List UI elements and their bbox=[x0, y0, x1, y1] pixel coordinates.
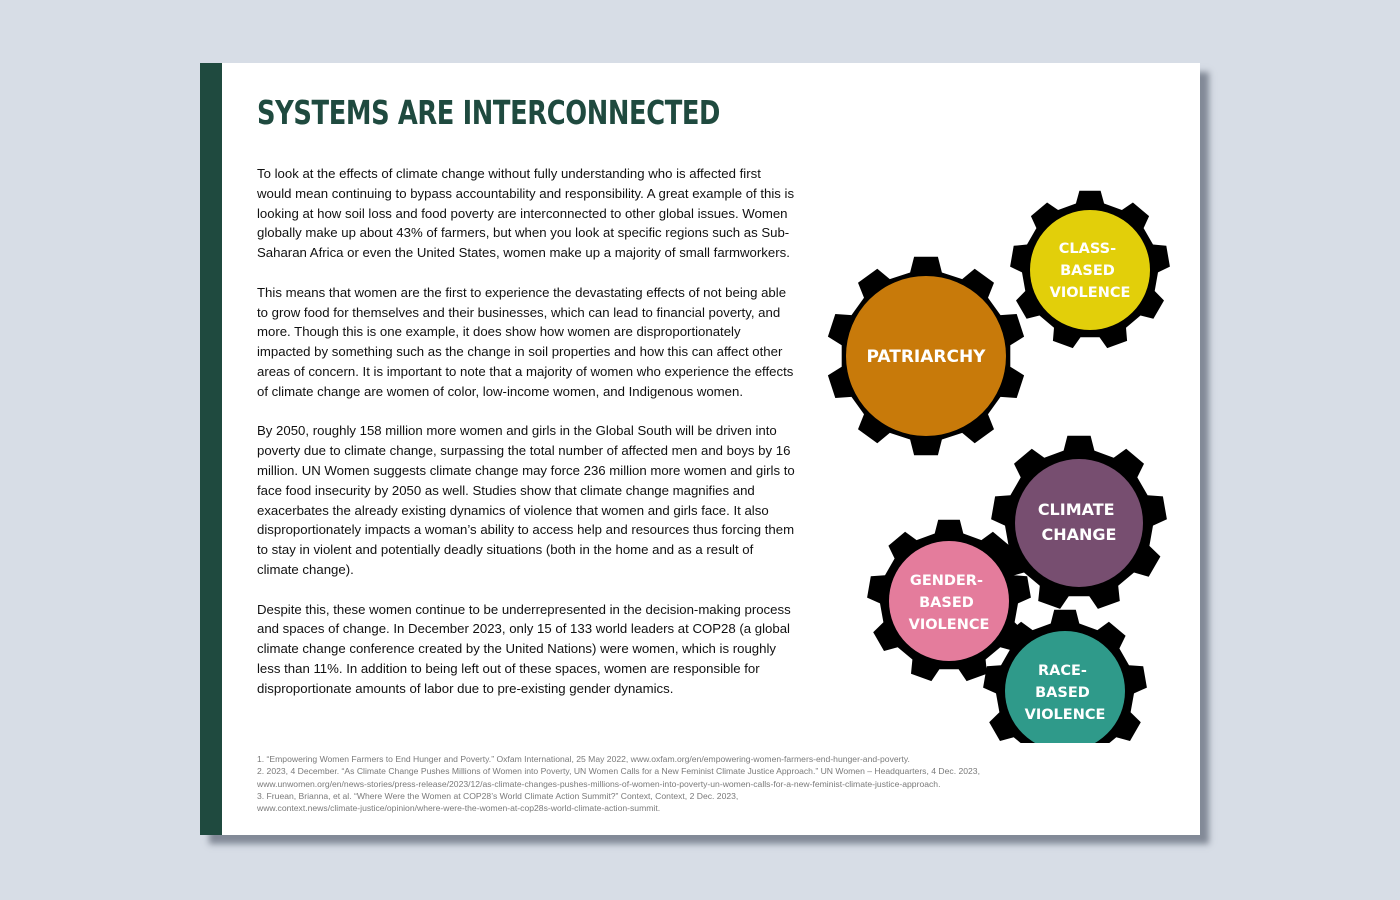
svg-text:GENDER- BASED bbox=[909, 573, 990, 633]
footnote-2-url: www.unwomen.org/en/news-stories/press-release/2023/12/as-climate-changes-pushes-millions-of-women-into-poverty-un-women-calls-for-a-new-feminist-climate-justice-approach. bbox=[257, 778, 941, 789]
gear-patriarchy-label-line-1: PATRIARCHY bbox=[866, 347, 986, 367]
gear-gender-based-violence-label-line-3: VIOLENCE bbox=[908, 617, 990, 633]
gear-class-based-violence-label-line-1: CLASS- bbox=[1058, 241, 1117, 257]
gear-climate-change-label-line-1: CLIMATE bbox=[1037, 500, 1115, 519]
paragraph-1: To look at the effects of climate change without fully understanding who is affected first would mean continuing to bypass accountability and responsibility. A great example of this is looking at how soil loss and food poverty are interconnected to other global issues. Women globally make up about 43% of farmers, but when you look at specific regions such as Sub-Saharan Africa or even the United States, women make up a majority of small farmworkers. bbox=[257, 166, 795, 261]
gear-race-based-violence-label-line-3: VIOLENCE bbox=[1024, 707, 1106, 723]
gear-gender-based-violence-label-line-1: GENDER- bbox=[909, 573, 984, 589]
footnote-1: 1. “Empowering Women Farmers to End Hunger and Poverty.” Oxfam International, 25 May 2022, www.oxfam.org/en/empowering-women-farmers-end-hunger-and-poverty. bbox=[257, 754, 910, 764]
document-page bbox=[200, 63, 1200, 835]
gear-class-based-violence-label-line-3: VIOLENCE bbox=[1049, 285, 1131, 301]
paragraph-3: By 2050, roughly 158 million more women and girls in the Global South will be driven into poverty due to climate change, surpassing the total number of affected men and boys by 16 million. UN Women suggests climate change may force 236 million more women and girls to face food insecurity by 2050 as well. Studies show that climate change magnifies and exacerbates the already existing dynamics of violence that women and girls face. It also disproportionately impacts a woman’s ability to access help and resources thus forcing them to stay in violent and potentially deadly situations (both in the home and as a result of climate change). bbox=[257, 423, 795, 577]
page-spine bbox=[200, 63, 222, 835]
paragraph-2: This means that women are the first to experience the devastating effects of not being able to grow food for themselves and their businesses, which can lead to financial poverty, and more. Though this is one example, it does show how women are disproportionately impacted by something such as the change in soil properties and how this can affect other areas of concern. It is important to note that a majority of women who experience the effects of climate change are women of color, low-income women, and Indigenous women. bbox=[257, 284, 794, 399]
gear-climate-change-disc bbox=[1015, 459, 1143, 587]
gear-climate-change-label-line-2: CHANGE bbox=[1041, 525, 1117, 544]
footnote-2: 2. 2023, 4 December. “As Climate Change Pushes Millions of Women into Poverty, UN Women Calls for a New Feminist Climate Justice Approach.” UN Women – Headquarters, 4 Dec. 2023, bbox=[257, 766, 980, 777]
footnote-3-url: www.context.news/climate-justice/opinion/where-were-the-women-at-cop28s-world-climate-action-summit. bbox=[257, 803, 661, 814]
paragraph-4: Despite this, these women continue to be underrepresented in the decision-making process and spaces of change. In December 2023, only 15 of 133 world leaders at COP28 (a global climate change conference created by the United Nations) were women, which is roughly less than 11%. In addition to being left out of these spaces, women are responsible for disproportionate amounts of labor due to pre-existing gender dynamics. bbox=[257, 601, 791, 696]
gear-class-based-violence bbox=[1010, 191, 1170, 348]
gear-patriarchy bbox=[828, 257, 1024, 456]
footnote-3: 3. Fruean, Brianna, et al. “Where Were the Women at COP28’s World Climate Action Summit?” Context, Context, 2 Dec. 2023, bbox=[257, 790, 739, 801]
footnotes bbox=[257, 753, 1057, 814]
gears-diagram bbox=[800, 183, 1190, 743]
svg-text:CLASS- BASED V bbox=[1050, 241, 1131, 301]
gear-class-based-violence-label-line-2: BASED bbox=[1060, 263, 1115, 279]
page-title: SYSTEMS ARE INTERCONNECTED bbox=[257, 93, 721, 132]
gear-race-based-violence-label-line-1: RACE- bbox=[1037, 663, 1087, 679]
gear-race-based-violence-label-line-2: BASED bbox=[1035, 685, 1090, 701]
gear-gender-based-violence-label-line-2: BASED bbox=[919, 595, 974, 611]
svg-text:PATRIARCHY bbox=[866, 347, 986, 367]
body-text bbox=[257, 164, 797, 718]
